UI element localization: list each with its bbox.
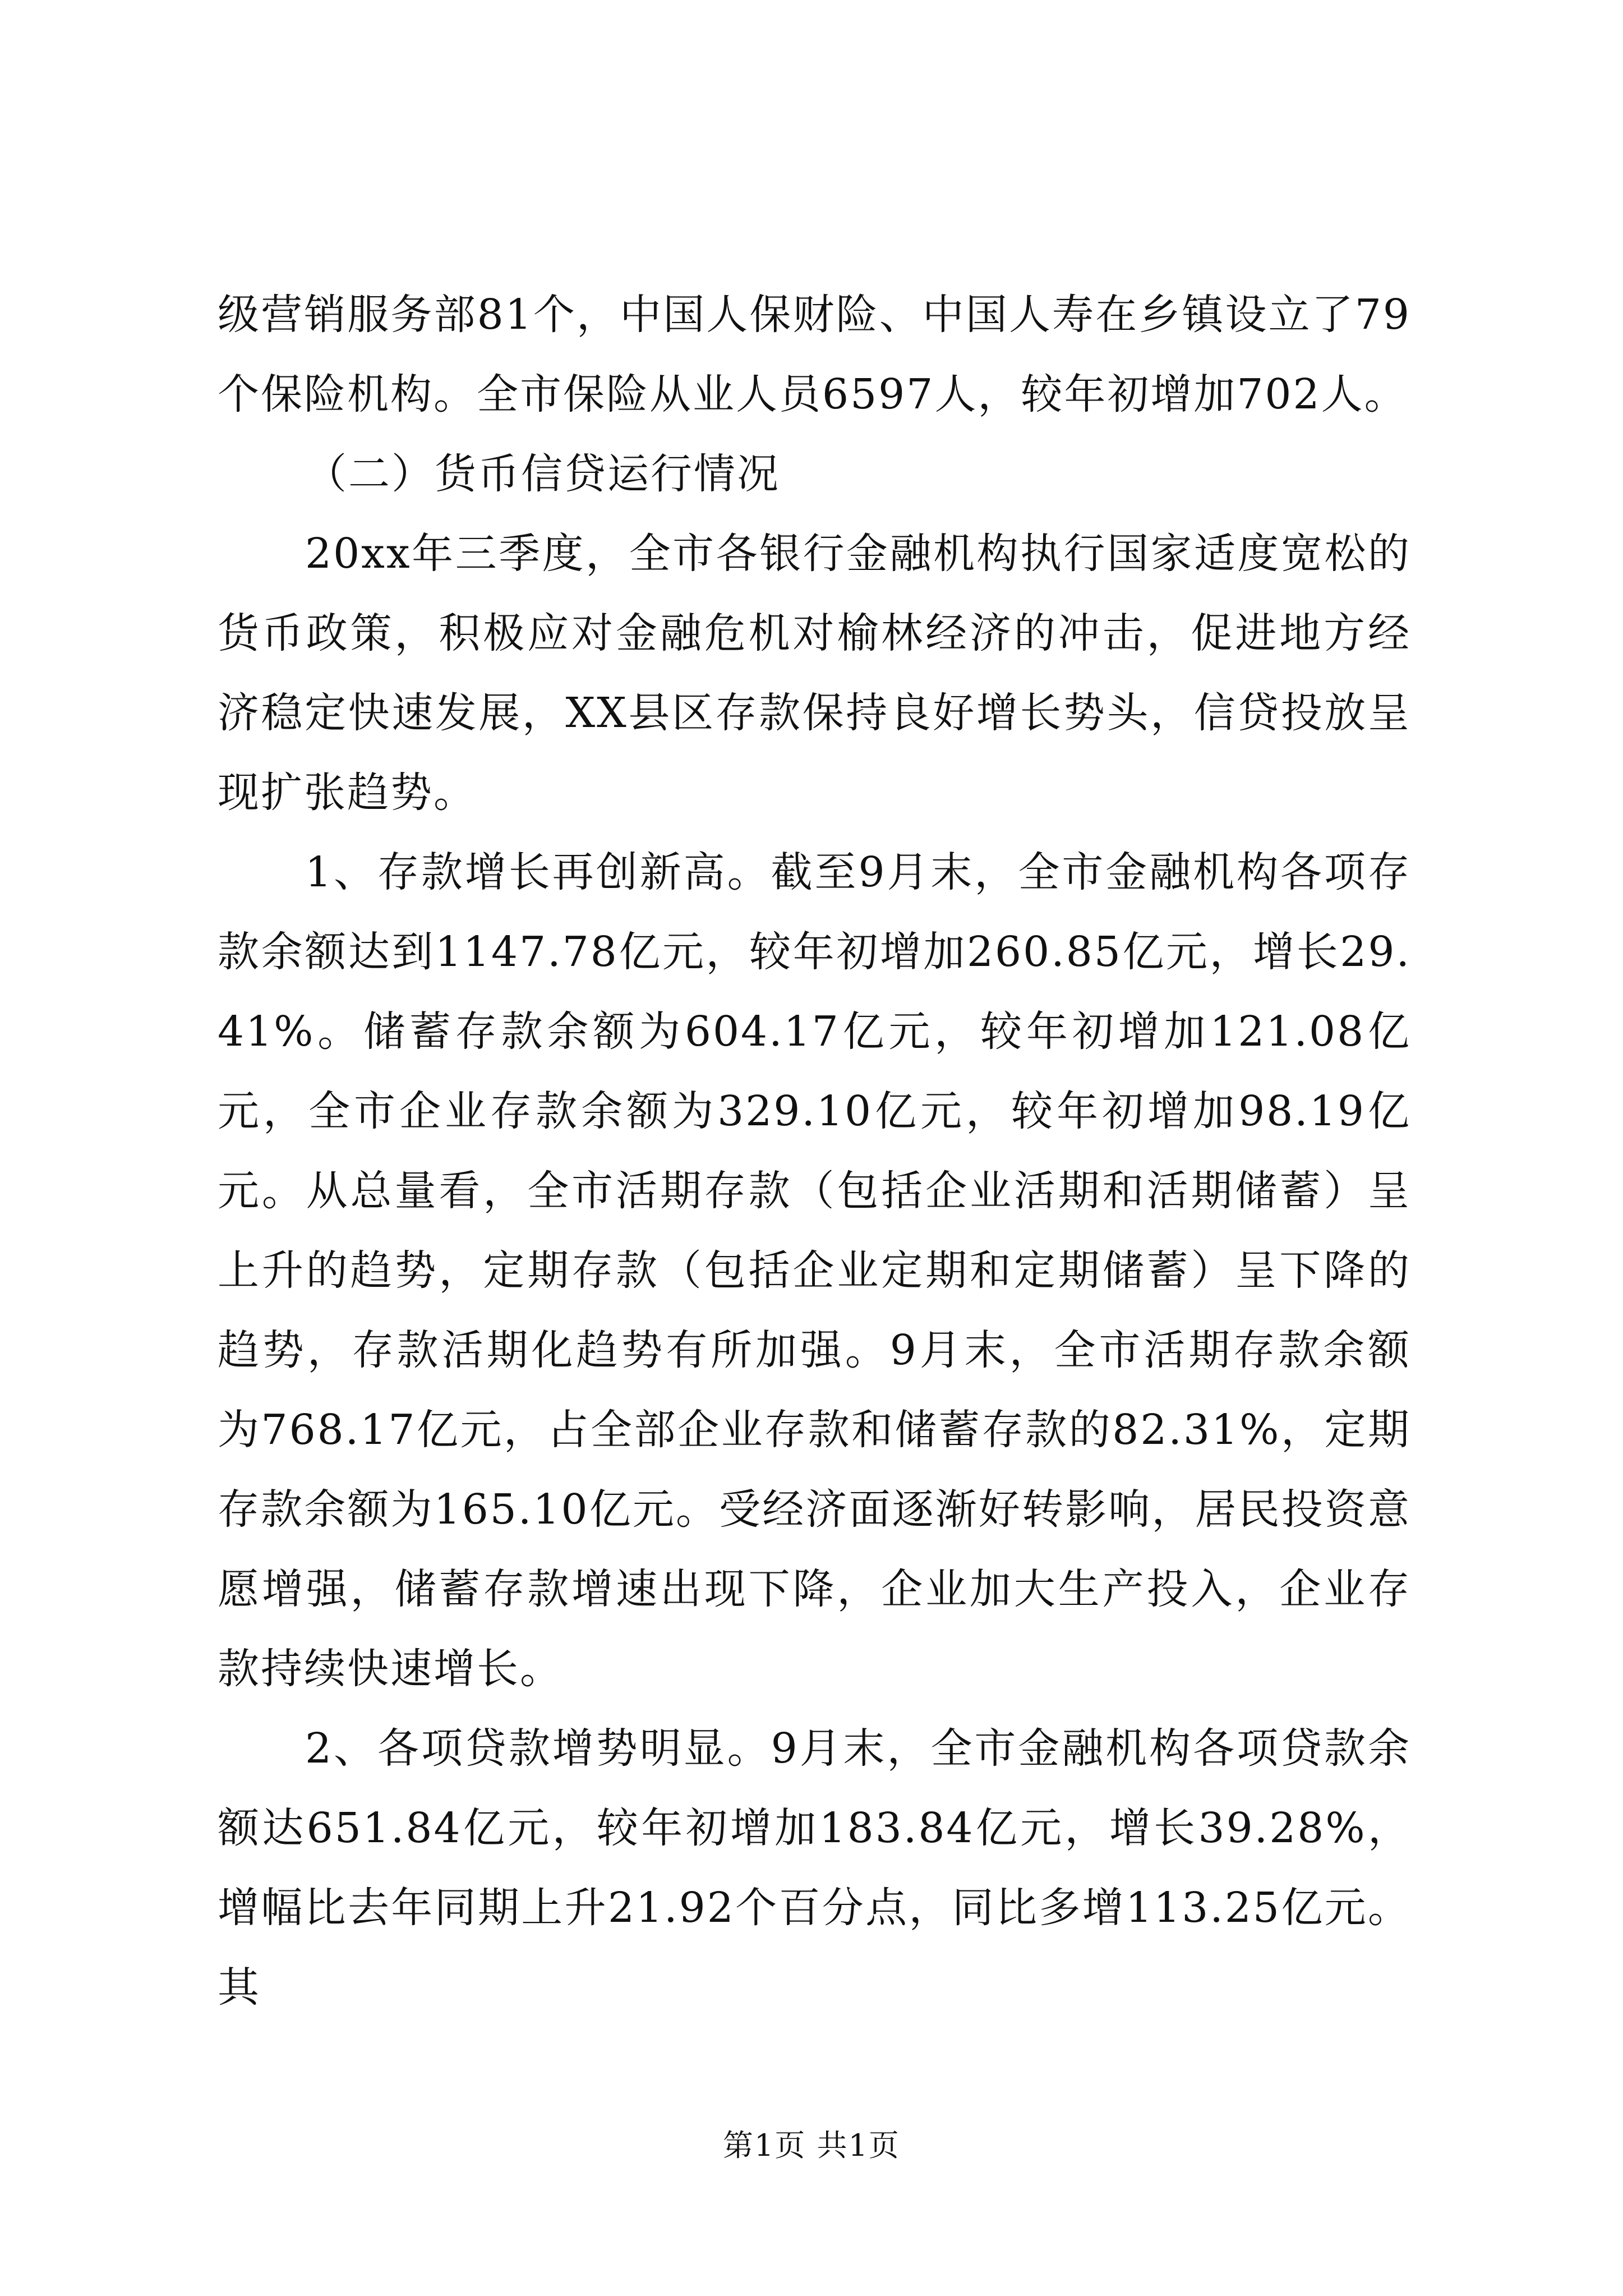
paragraph-loans: 2、各项贷款增势明显。9月末，全市金融机构各项贷款余额达651.84亿元，较年初增加183.84亿元，增长39.28%，增幅比去年同期上升21.92个百分点，同比多增113.25亿元。其 <box>218 1724 1411 2012</box>
page-footer: 第1页 共1页 <box>723 2128 900 2163</box>
paragraph-deposits: 1、存款增长再创新高。截至9月末，全市金融机构各项存款余额达到1147.78亿元，较年初增加260.85亿元，增长29.41%。储蓄存款余额为604.17亿元，较年初增加121.08亿元，全市企业存款余额为329.10亿元，较年初增加98.19亿元。从总量看，全市活期存款（包括企业活期和活期储蓄）呈上升的趋势，定期存款（包括企业定期和定期储蓄）呈下降的趋势，存款活期化趋势有所加强。9月末，全市活期存款余额为768.17亿元，占全部企业存款和储蓄存款的82.31%，定期存款余额为165.10亿元。受经济面逐渐好转影响，居民投资意愿增强，储蓄存款增速出现下降，企业加大生产投入，企业存款持续快速增长。 <box>218 848 1411 1693</box>
section-heading: （二）货币信贷运行情况 <box>305 450 780 498</box>
paragraph-overview: 20xx年三季度，全市各银行金融机构执行国家适度宽松的货币政策，积极应对金融危机对榆林经济的冲击，促进地方经济稳定快速发展，XX县区存款保持良好增长势头，信贷投放呈现扩张趋势。 <box>218 530 1411 817</box>
document-body <box>218 275 1411 2027</box>
paragraph-continuation: 级营销服务部81个，中国人保财险、中国人寿在乡镇设立了79个保险机构。全市保险从业人员6597人，较年初增加702人。 <box>218 291 1411 418</box>
